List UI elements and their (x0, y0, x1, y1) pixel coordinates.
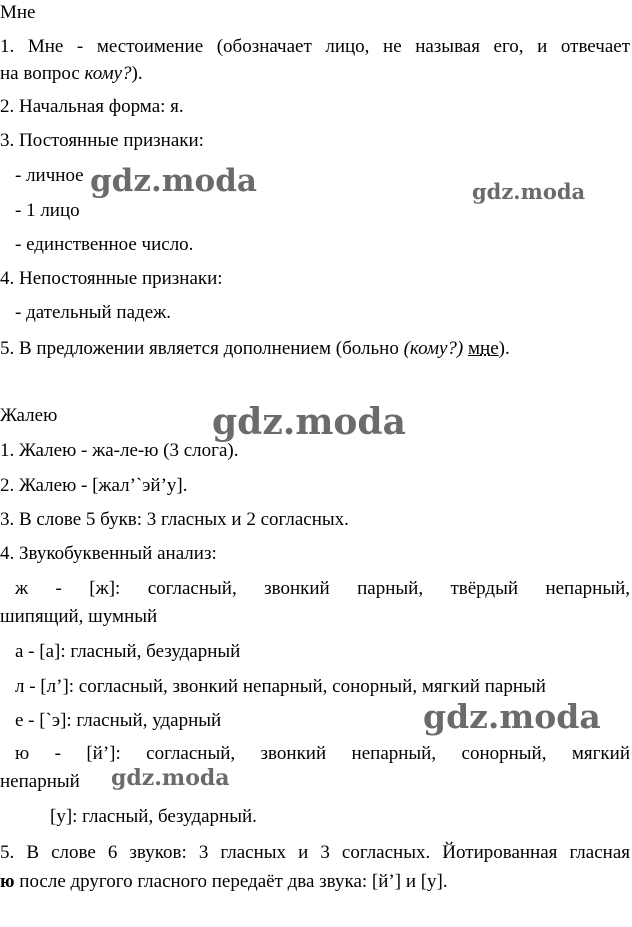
mne-line-3c: - единственное число. (15, 234, 194, 255)
mne-line-5 (0, 338, 510, 361)
mne-line-2: 2. Начальная форма: я. (0, 96, 184, 117)
zhaleyu-line-5b (0, 871, 448, 894)
zhaleyu-line-3: 3. В слове 5 букв: 3 гласных и 2 согласных. (0, 509, 349, 530)
mne-line-1b-post: ). (131, 63, 143, 84)
mne-word-letter-1: м (468, 338, 481, 359)
watermark-logo: gdz.moda (111, 765, 230, 791)
mne-line-4: 4. Непостоянные признаки: (0, 268, 223, 289)
mne-line-3a: - личное (15, 165, 84, 186)
watermark-logo: gdz.moda (472, 179, 586, 204)
analysis-yu-line-a: ю - [й’]: согласный, звонкий непарный, сонорный, мягкий (15, 743, 630, 764)
mne-question-komu: кому? (84, 63, 132, 84)
analysis-l: л - [л’]: согласный, звонкий непарный, сонорный, мягкий парный (15, 676, 546, 697)
zhaleyu-line-2: 2. Жалею - [жал’`эй’у]. (0, 475, 188, 496)
analysis-yu-line-b: непарный (0, 771, 80, 792)
yu-letter-bold: ю (0, 871, 15, 892)
mne-line-1b (0, 63, 143, 86)
watermark-logo: gdz.moda (90, 163, 257, 199)
analysis-a: а - [а]: гласный, безударный (15, 641, 241, 662)
analysis-e: е - [`э]: гласный, ударный (15, 710, 222, 731)
zhaleyu-line-1: 1. Жалею - жа-ле-ю (3 слога). (0, 440, 239, 461)
mne-word-letter-3: е (490, 338, 499, 359)
analysis-yu-line-c: [у]: гласный, безударный. (50, 806, 257, 827)
zhaleyu-line-5a: 5. В слове 6 звуков: 3 гласных и 3 согласных. Йотированная гласная (0, 842, 630, 863)
mne-line-5-post: ). (498, 338, 510, 359)
mne-line-4a: - дательный падеж. (15, 302, 171, 323)
zhaleyu-line-4: 4. Звукобуквенный анализ: (0, 543, 217, 564)
watermark-logo: gdz.moda (423, 697, 601, 736)
mne-line-1b-pre: на вопрос (0, 63, 85, 84)
mne-line-1a: 1. Мне - местоимение (обозначает лицо, не называя его, и отвечает (0, 36, 630, 57)
mne-line-5-pre: 5. В предложении является дополнением (больно (0, 338, 404, 359)
section-title-zhaleyu: Жалею (0, 405, 58, 426)
mne-line-3: 3. Постоянные признаки: (0, 130, 204, 151)
analysis-zh-line-b: шипящий, шумный (0, 606, 158, 627)
mne-line-3b: - 1 лицо (15, 200, 80, 221)
mne-question-komu-2: (кому?) (403, 338, 464, 359)
analysis-zh-line-a: ж - [ж]: согласный, звонкий парный, твёрдый непарный, (15, 578, 630, 599)
zhaleyu-line-5b-rest: после другого гласного передаёт два звука: [й’] и [у]. (14, 871, 448, 892)
section-title-mne: Мне (0, 2, 36, 23)
watermark-logo: gdz.moda (212, 401, 406, 443)
mne-word-letter-2: н (480, 338, 491, 359)
